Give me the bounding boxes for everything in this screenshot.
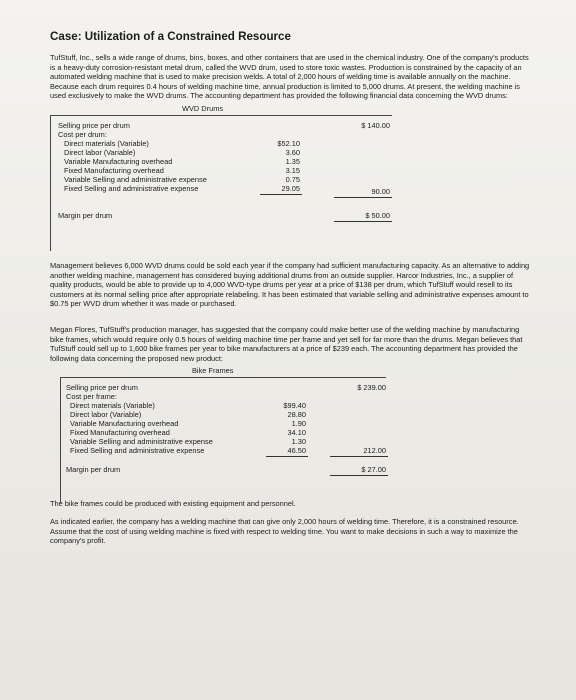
bike-item-value: $99.40 — [283, 401, 306, 411]
bike-table-title: Bike Frames — [192, 366, 234, 376]
bike-item-label: Fixed Selling and administrative expense — [70, 446, 205, 456]
bike-item-value: 1.30 — [291, 437, 306, 447]
wvd-margin-label: Margin per drum — [58, 210, 113, 220]
bike-item-value: 46.50 — [287, 446, 306, 456]
case-title: Case: Utilization of a Constrained Resource — [50, 30, 291, 43]
bike-table — [50, 363, 530, 503]
wvd-item-label: Fixed Manufacturing overhead — [64, 165, 164, 175]
paragraph-4: The bike frames could be produced with existing equipment and personnel. — [50, 499, 296, 509]
wvd-total-cost: 90.00 — [371, 186, 390, 196]
bike-item-value: 34.10 — [287, 428, 306, 438]
bike-item-label: Variable Selling and administrative expense — [70, 437, 213, 447]
bike-selling-value: $ 239.00 — [357, 383, 386, 393]
bike-item-label: Variable Manufacturing overhead — [70, 419, 179, 429]
wvd-item-value: 3.60 — [285, 147, 300, 157]
wvd-table — [50, 101, 530, 261]
wvd-item-label: Variable Selling and administrative expense — [64, 174, 207, 184]
wvd-item-value: 29.05 — [281, 183, 300, 193]
intro-paragraph: TufStuff, Inc., sells a wide range of drums, bins, boxes, and other containers that are used in the chemical industry. One of the company's products is a heavy-duty corrosion-resistant metal drum, called the WVD drum, used to store toxic wastes. Production is constrained by the capacity of an automated welding machine that is used to make precision welds. A total of 2,000 hours of welding time is available annually on the machine. Because each drum requires 0.4 hours of welding machine time, annual production is limited to 5,000 drums. At present, the welding machine is used exclusively to make the WVD drums. The accounting department has provided the following financial data concerning the WVD drums: — [50, 53, 529, 101]
bike-item-label: Fixed Manufacturing overhead — [70, 428, 170, 438]
wvd-selling-value: $ 140.00 — [361, 120, 390, 130]
bike-selling-label: Selling price per drum — [66, 383, 138, 393]
wvd-table-title: WVD Drums — [182, 103, 224, 113]
paragraph-3: Megan Flores, TufStuff's production manager, has suggested that the company could make better use of the welding machine by manufacturing bike frames, which would require only 0.5 hours of welding machine time per frame and yet sell for far more than the drums. Megan believes that TufStuff could sell up to 1,600 bike frames per year to bike manufacturers at a price of $239 each. The accounting department has provided the following data concerning the proposed new product: — [50, 324, 523, 363]
bike-item-label: Direct materials (Variable) — [70, 401, 155, 411]
wvd-margin-value: $ 50.00 — [365, 210, 390, 220]
paragraph-2: Management believes 6,000 WVD drums could be sold each year if the company had sufficient manufacturing capacity. As an alternative to adding another welding machine, management has considered buying additional drums from an outside supplier. Harcor Industries, Inc., a supplier of quality products, would be able to provide up to 4,000 WVD-type drums per year at a price of $138 per drum, which TufStuff would resell to its customers at its normal selling price after appropriate relabeling. It has been estimated that variable selling and administrative expenses amount to $0.75 per WVD drum whether it was made or purchased. — [50, 260, 530, 309]
paragraph-5: As indicated earlier, the company has a welding machine that can give only 2,000 hours of welding time. Therefore, it is a constrained resource. Assume that the cost of using welding machine is fixed with respect to welding time. You want to make decisions in such a way to maximize the company's profit. — [50, 516, 519, 546]
wvd-item-label: Variable Manufacturing overhead — [64, 156, 173, 166]
bike-margin-value: $ 27.00 — [361, 465, 386, 475]
wvd-item-label: Direct labor (Variable) — [64, 147, 136, 157]
wvd-item-label: Direct materials (Variable) — [64, 138, 149, 148]
bike-item-label: Direct labor (Variable) — [70, 410, 142, 420]
bike-margin-label: Margin per drum — [66, 465, 121, 475]
wvd-selling-label: Selling price per drum — [58, 120, 130, 130]
wvd-item-value: 3.15 — [285, 165, 300, 175]
wvd-item-value: $52.10 — [277, 138, 300, 148]
wvd-item-value: 1.35 — [285, 156, 300, 166]
wvd-item-label: Fixed Selling and administrative expense — [64, 183, 199, 193]
wvd-cost-label: Cost per drum: — [58, 129, 107, 139]
bike-item-value: 28.80 — [287, 410, 306, 420]
bike-item-value: 1.90 — [291, 419, 306, 429]
bike-total-cost: 212.00 — [363, 446, 386, 456]
bike-cost-label: Cost per frame: — [66, 392, 117, 402]
wvd-item-value: 0.75 — [285, 174, 300, 184]
